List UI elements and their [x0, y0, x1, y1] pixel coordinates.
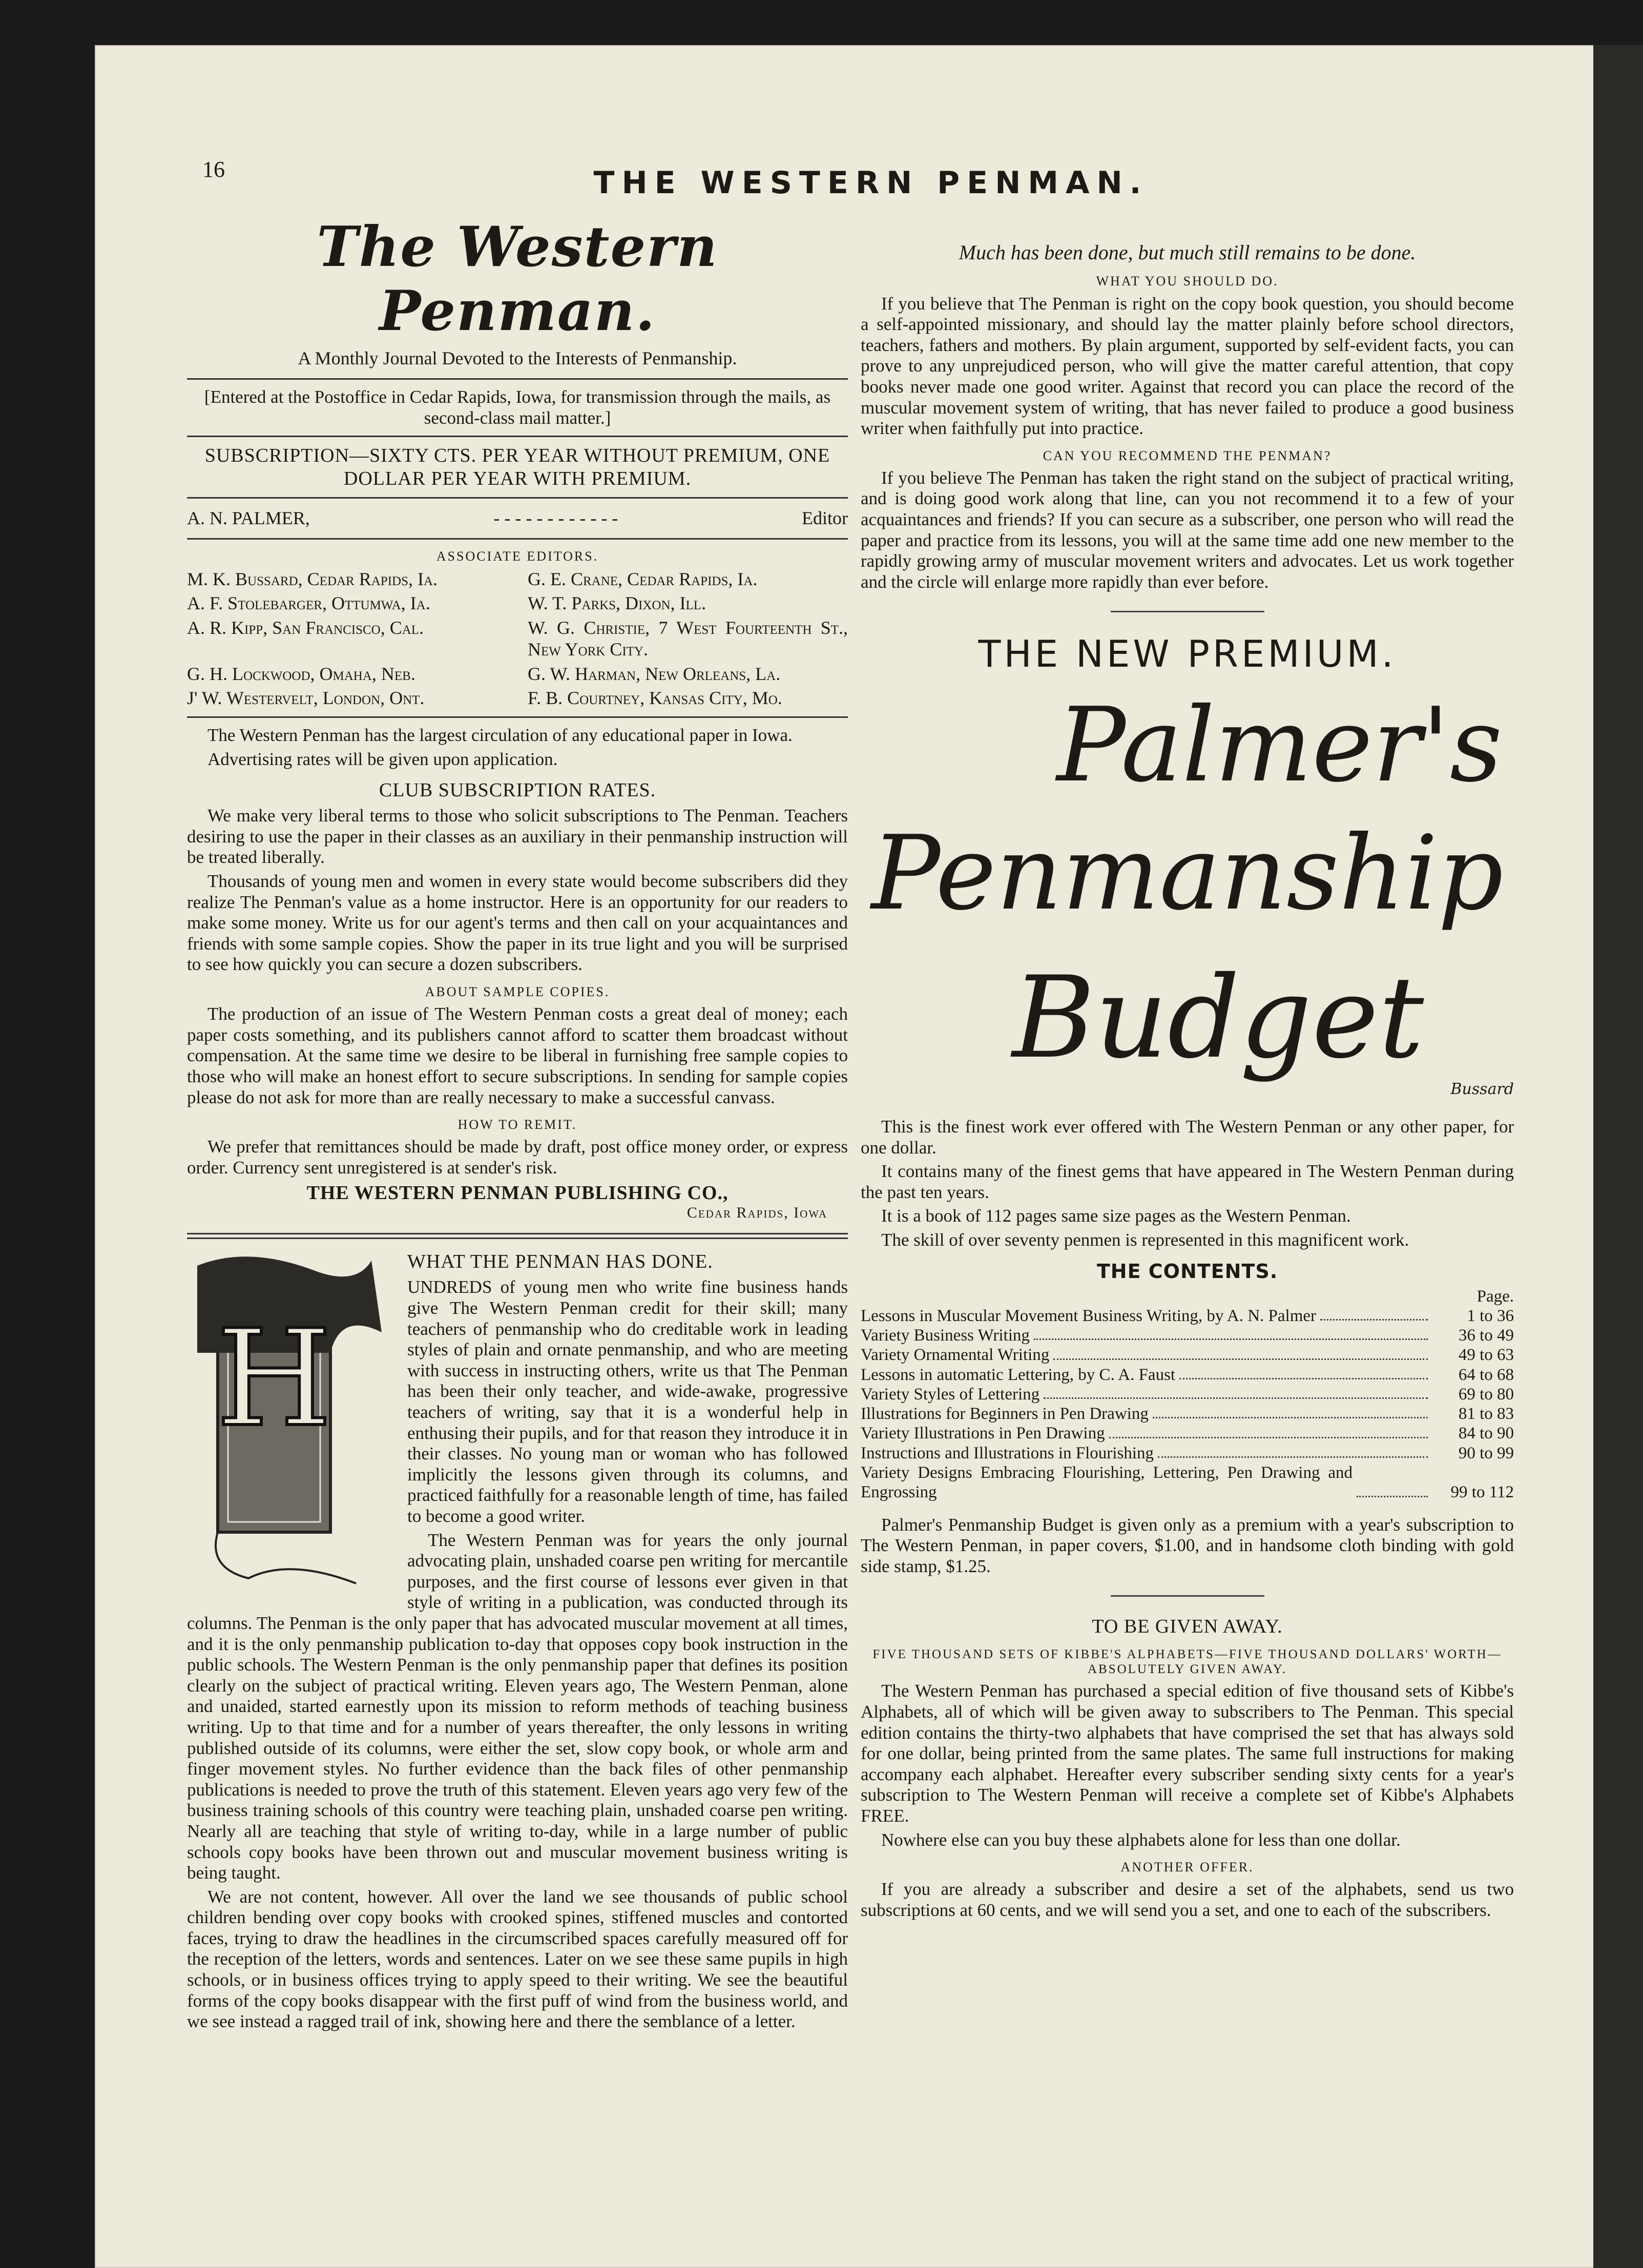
contents-row — [861, 1385, 1514, 1404]
contents-row — [861, 1404, 1514, 1424]
page-edge — [1593, 45, 1643, 2268]
engraver-signature: Bussard — [1450, 1080, 1514, 1098]
remit-heading: HOW TO REMIT. — [457, 1117, 577, 1132]
masthead-subtitle: A Monthly Journal Devoted to the Interests of Penmanship. — [298, 347, 737, 368]
club-rates-heading: CLUB SUBSCRIPTION RATES. — [379, 779, 656, 801]
contents-label: Variety Business Writing — [861, 1326, 1030, 1345]
contents-label: Illustrations for Beginners in Pen Drawing — [861, 1405, 1149, 1424]
contents-pages: 84 to 90 — [1458, 1424, 1514, 1443]
contents-label: Instructions and Illustrations in Flourishing — [861, 1444, 1154, 1462]
contents-label: Variety Illustrations in Pen Drawing — [861, 1424, 1105, 1443]
penman-done-paragraph: We are not content, however. All over the land we see thousands of public school children bending over copy books with crooked spines, stiffened muscles and contorted faces, trying to draw the headlines in the circumscribed spaces carefully measured off for the reception of the letters, words and sentences. Later on we see these same pupils in high schools, or in business offices trying to apply speed to their writing. We see the beautiful forms of the copy books disappear with the first puff of wind from the business world, and we see instead a ragged trail of ink, showing here and there the semblance of a letter. — [187, 1886, 848, 2032]
associate-editor: M. K. Bussard, Cedar Rapids, Ia. — [187, 568, 438, 589]
contents-row — [861, 1444, 1514, 1463]
divider — [187, 538, 848, 540]
leader-dots — [1179, 1378, 1428, 1379]
premium-intro: This is the finest work ever offered with The Western Penman or any other paper, for one dollar. — [861, 1116, 1514, 1158]
script-title-art — [861, 686, 1514, 1117]
masthead-title: The Western Penman. — [317, 215, 718, 344]
leader-dots — [1109, 1437, 1428, 1438]
premium-intro: It contains many of the finest gems that have appeared in The Western Penman during the past ten years. — [861, 1161, 1514, 1202]
contents-pages: 49 to 63 — [1458, 1346, 1514, 1365]
leader-dots — [1034, 1338, 1428, 1340]
remit-text: We prefer that remittances should be made by draft, post office money order, or express order. Currency sent unregistered is at sender's risk. — [187, 1137, 848, 1178]
left-column — [187, 215, 848, 2035]
leader-dots — [1320, 1319, 1428, 1321]
running-head: THE WESTERN PENMAN. — [593, 165, 1149, 201]
leader-dots — [1357, 1496, 1428, 1497]
another-offer-heading: ANOTHER OFFER. — [1120, 1860, 1254, 1875]
contents-row — [861, 1424, 1514, 1443]
giveaway-heading: TO BE GIVEN AWAY. — [1092, 1616, 1283, 1638]
should-do-text: If you believe that The Penman is right on the copy book question, you should become a self-appointed missionary, and should lay the matter plainly before school directors, teachers, fathers and mothers. By plain argument, supported by self-evident facts, you can prove to any unprejudiced person, who will give the matter careful attention, that copy books never made one good writer. Against that record you can place the record of the muscular movement system of writing, that has never failed to produce a good business writer when faithfully put into practice. — [861, 293, 1514, 439]
associate-editors-list — [187, 569, 848, 710]
contents-pages: 99 to 112 — [1450, 1483, 1514, 1502]
sample-copies-heading: ABOUT SAMPLE COPIES. — [425, 984, 610, 1000]
should-do-heading: WHAT YOU SHOULD DO. — [1096, 274, 1279, 289]
contents-label: Variety Styles of Lettering — [861, 1385, 1040, 1404]
editor-name: A. N. PALMER, — [187, 507, 310, 528]
initial-letter: H — [216, 1302, 332, 1457]
associate-editor: G. H. Lockwood, Omaha, Neb. — [187, 663, 415, 684]
ornamental-initial-art — [187, 1250, 392, 1589]
subscription-terms: SUBSCRIPTION—SIXTY CTS. PER YEAR WITHOUT PREMIUM, ONE DOLLAR PER YEAR WITH PREMIUM. — [204, 445, 830, 489]
premium-title: THE NEW PREMIUM. — [978, 632, 1397, 676]
contents-table — [861, 1287, 1514, 1502]
contents-row — [861, 1306, 1514, 1326]
contents-pages: 64 to 68 — [1458, 1365, 1514, 1384]
page-column-label: Page. — [1476, 1287, 1514, 1306]
leader-dots — [1158, 1456, 1428, 1458]
recommend-heading: CAN YOU RECOMMEND THE PENMAN? — [1043, 448, 1332, 463]
script-line: Palmer's — [1056, 685, 1503, 805]
divider — [187, 378, 848, 380]
penman-done-paragraph: The Western Penman was for years the only journal advocating plain, unshaded coarse pen writing for mercantile purposes, and the first course of lessons ever given in that style of writing in a publication, was conducted through its columns. The Penman is the only paper that has advocated muscular movement at all times, and it is the only penmanship publication to-day that opposes copy book instruction in the public schools. The Western Penman is the only penmanship paper that defines its position clearly on the subject of practical writing. Eleven years ago, The Western Penman, alone and unaided, started earnestly upon its mission to reform methods of teaching business writing. Up to that time and for a number of years thereafter, the only lessons in writing published outside of its columns, were either the set, slow copy book, or whole arm and finger movement styles. No further evidence than the back files of other penmanship publications is needed to prove the truth of this statement. Eleven years ago very few of the business training schools of this country were teaching plain, unshaded coarse pen writing. Nearly all are teaching that style of writing to-day, while in a large number of public schools copy books have been thrown out and muscular movement business writing is being taught. — [187, 1530, 848, 1883]
divider — [187, 497, 848, 499]
advertising-text: Advertising rates will be given upon application. — [207, 749, 558, 769]
leader-dots — [1044, 1397, 1428, 1399]
divider — [187, 716, 848, 718]
editor-role: Editor — [802, 507, 848, 528]
associate-editor: A. F. Stolebarger, Ottumwa, Ia. — [187, 593, 430, 614]
associate-editor: J' W. Westervelt, London, Ont. — [187, 688, 425, 709]
associate-editors-heading: ASSOCIATE EDITORS. — [436, 549, 599, 564]
contents-pages: 1 to 36 — [1467, 1306, 1514, 1325]
contents-label: Lessons in automatic Lettering, by C. A. Faust — [861, 1365, 1176, 1384]
premium-intro: The skill of over seventy penmen is represented in this magnificent work. — [881, 1229, 1409, 1250]
tagline: Much has been done, but much still remains to be done. — [959, 241, 1416, 264]
script-line: Budget — [1012, 952, 1424, 1083]
page-number: 16 — [202, 157, 225, 182]
club-paragraph: Thousands of young men and women in every state would become subscribers did they realize The Penman's value as a home instructor. Here is an opportunity for our readers to make some money. Write us for our agent's terms and then call on your acquaintances and friends with some sample copies. Show the paper in its true light and you will be surprised to see how quickly you can secure a dozen subscribers. — [187, 871, 848, 975]
contents-pages: 36 to 49 — [1458, 1326, 1514, 1345]
contents-pages: 69 to 80 — [1458, 1385, 1514, 1404]
postoffice-notice: [Entered at the Postoffice in Cedar Rapids, Iowa, for transmission through the mails, as second-class mail matter.] — [204, 387, 831, 428]
associate-editor: G. W. Harman, New Orleans, La. — [528, 663, 781, 684]
club-paragraph: We make very liberal terms to those who solicit subscriptions to The Penman. Teachers desiring to use the paper in their classes as an auxiliary in their penmanship instruction will be treated liberally. — [187, 806, 848, 868]
leader-dots — [1053, 1358, 1428, 1360]
giveaway-subheading: FIVE THOUSAND SETS OF KIBBE'S ALPHABETS—FIVE THOUSAND DOLLARS' WORTH—ABSOLUTELY GIVEN AWAY. — [872, 1647, 1502, 1677]
associate-editor: W. G. Christie, 7 West Fourteenth St., New York City. — [528, 617, 848, 659]
contents-row — [861, 1365, 1514, 1385]
penman-done-heading: WHAT THE PENMAN HAS DONE. — [407, 1251, 713, 1273]
ornamental-initial — [187, 1250, 392, 1589]
circulation-text: The Western Penman has the largest circulation of any educational paper in Iowa. — [207, 725, 793, 746]
another-offer-text: If you are already a subscriber and desire a set of the alphabets, send us two subscriptions at 60 cents, and we will send you a set, and one to each of the subscribers. — [861, 1879, 1514, 1920]
contents-pages: 90 to 99 — [1458, 1444, 1514, 1462]
publisher-place: Cedar Rapids, Iowa — [687, 1204, 827, 1221]
associate-editor: W. T. Parks, Dixon, Ill. — [528, 593, 706, 614]
premium-intro: It is a book of 112 pages same size pages as the Western Penman. — [881, 1206, 1351, 1226]
contents-row — [861, 1326, 1514, 1345]
divider — [1111, 611, 1264, 612]
associate-editor: G. E. Crane, Cedar Rapids, Ia. — [528, 568, 758, 589]
editor-line — [187, 508, 848, 529]
script-line: Penmanship — [871, 813, 1504, 933]
contents-heading: THE CONTENTS. — [1096, 1260, 1278, 1283]
giveaway-text: The Western Penman has purchased a special edition of five thousand sets of Kibbe's Alphabets, all of which will be given away to subscribers to The Penman. This special edition contains the thirty-two alphabets that have comprised the set that has always sold for one dollar, being printed from the same plates. The same full instructions for making accompany each alphabet. Hereafter every subscriber sending sixty cents for a year's subscription to The Western Penman will receive a complete set of Kibbe's Alphabets FREE. — [861, 1681, 1514, 1826]
recommend-text: If you believe The Penman has taken the right stand on the subject of practical writing, and is doing good work along that line, can you not recommend it to a few of your acquaintances and friends? If you can secure as a subscriber, one person who will read the paper and practice from its lessons, you will at the same time add one new member to the rapidly growing army of muscular movement writers and advocates. Let us work together and the circle will enlarge more rapidly than ever before. — [861, 467, 1514, 592]
divider — [187, 436, 848, 437]
editor-dashes: - - - - - - - - - - - - — [493, 507, 618, 528]
leader-dots — [1153, 1417, 1428, 1418]
associate-editor: A. R. Kipp, San Francisco, Cal. — [187, 617, 424, 638]
contents-pages: 81 to 83 — [1458, 1405, 1514, 1424]
divider — [1111, 1595, 1264, 1597]
contents-label: Variety Designs Embracing Flourishing, Lettering, Pen Drawing and Engrossing — [861, 1463, 1353, 1502]
sample-copies-text: The production of an issue of The Western Penman costs a great deal of money; each paper costs something, and its publishers cannot afford to scatter them broadcast without compensation. At the same time we desire to be liberal in furnishing free sample copies to those who will make an honest effort to secure subscriptions. In sending for sample copies please do not ask for more than are really necessary to make a successful canvass. — [187, 1004, 848, 1107]
contents-row — [861, 1345, 1514, 1365]
associate-editor: F. B. Courtney, Kansas City, Mo. — [528, 688, 782, 709]
giveaway-text: Nowhere else can you buy these alphabets alone for less than one dollar. — [881, 1829, 1401, 1850]
right-column — [861, 241, 1514, 1924]
penman-done-paragraph: UNDREDS of young men who write fine business hands give The Western Penman credit for their skill; many teachers of penmanship who do creditable work in leading styles of plain and ornate penmanship, and who are meeting with success in instructing others, write us that The Penman has been their only teacher, and wide-awake, progressive teachers of writing, say that it is a wonderful help in enthusing their pupils, and for that reason they introduce it in their classes. No young man or woman who has followed implicitly the lessons given through its columns, and practiced faithfully for a reasonable length of time, has failed to become a good writer. — [407, 1277, 848, 1526]
budget-price-text: Palmer's Penmanship Budget is given only as a premium with a year's subscription to The Western Penman, in paper covers, $1.00, and in handsome cloth binding with gold side stamp, $1.25. — [861, 1514, 1514, 1576]
publisher-name: THE WESTERN PENMAN PUBLISHING CO., — [306, 1182, 729, 1204]
contents-label: Variety Ornamental Writing — [861, 1346, 1050, 1365]
contents-row — [861, 1463, 1514, 1502]
contents-label: Lessons in Muscular Movement Business Writing, by A. N. Palmer — [861, 1306, 1317, 1325]
double-rule — [187, 1233, 848, 1239]
